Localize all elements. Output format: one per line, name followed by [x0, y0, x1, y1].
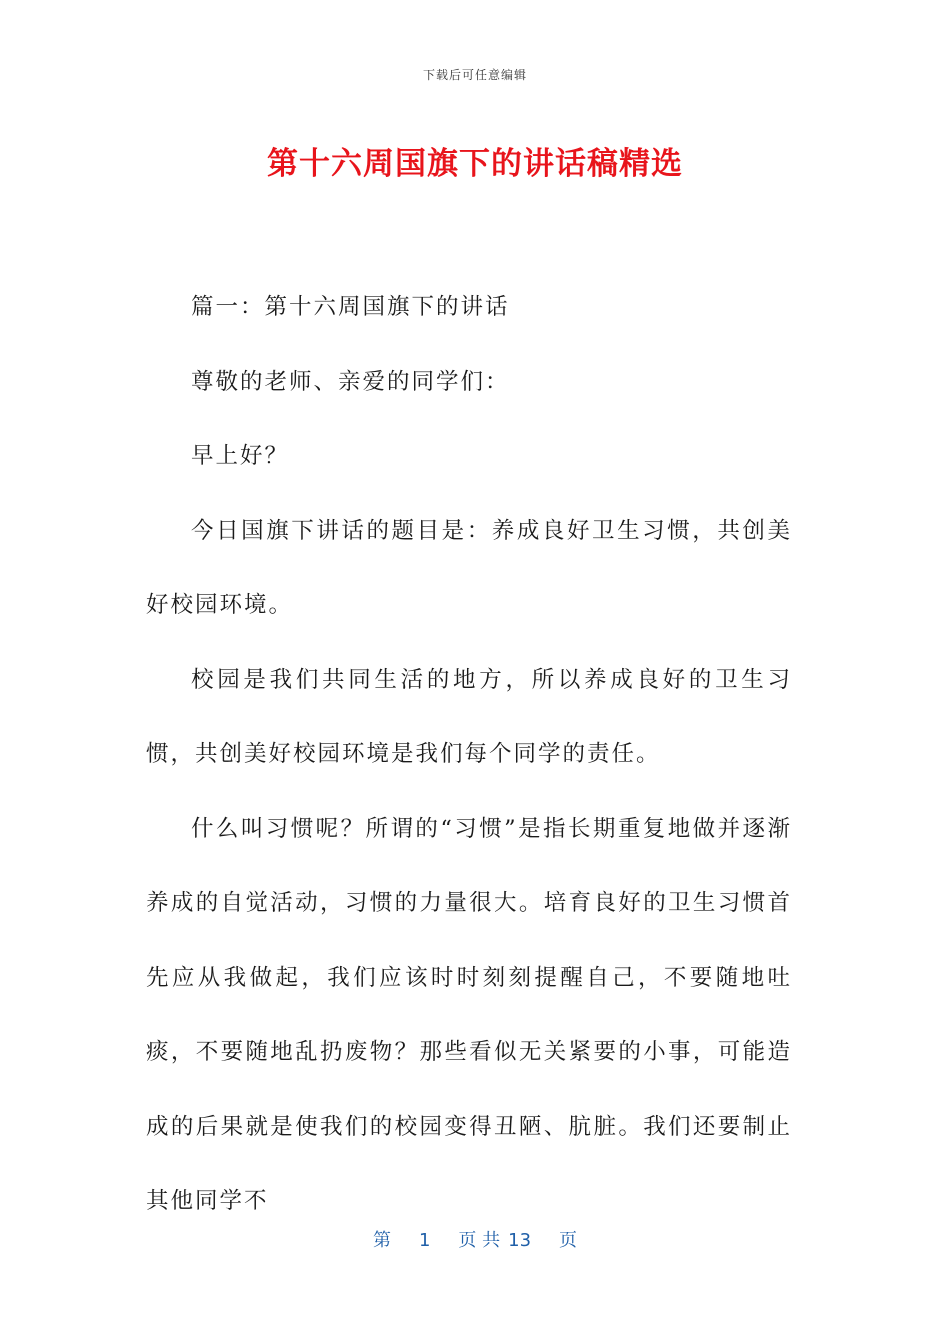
- paragraph-5: 校园是我们共同生活的地方，所以养成良好的卫生习惯，共创美好校园环境是我们每个同学的责任。: [146, 666, 792, 767]
- paragraph-3: 早上好？: [191, 443, 290, 469]
- footer-prefix: 第: [372, 1230, 391, 1251]
- paragraph-6: 什么叫习惯呢？所谓的“习惯”是指长期重复地做并逐渐养成的自觉活动，习惯的力量很大。培育良好的卫生习惯首先应从我做起，我们应该时时刻刻提醒自己，不要随地吐痰，不要随地乱扔废物？那些看似无关紧要的小事，可能造成的后果就是使我们的校园变得丑陋、肮脏。我们还要制止其他同学不: [146, 815, 792, 1214]
- header-note: 下载后可任意编辑: [422, 68, 527, 82]
- paragraph-2: 尊敬的老师、亲爱的同学们：: [191, 368, 510, 395]
- footer-middle: 页 共: [458, 1230, 501, 1251]
- page-footer: [0, 1226, 950, 1252]
- document-title: 第十六周国旗下的讲话稿精选: [267, 146, 683, 182]
- document-body: [146, 270, 792, 1239]
- footer-total-pages: 13: [508, 1230, 532, 1251]
- footer-current-page: 1: [418, 1230, 431, 1251]
- paragraph-4: 今日国旗下讲话的题目是：养成良好卫生习惯，共创美好校园环境。: [146, 517, 792, 618]
- paragraph-1: 篇一：第十六周国旗下的讲话: [191, 294, 510, 320]
- footer-suffix: 页: [559, 1230, 578, 1251]
